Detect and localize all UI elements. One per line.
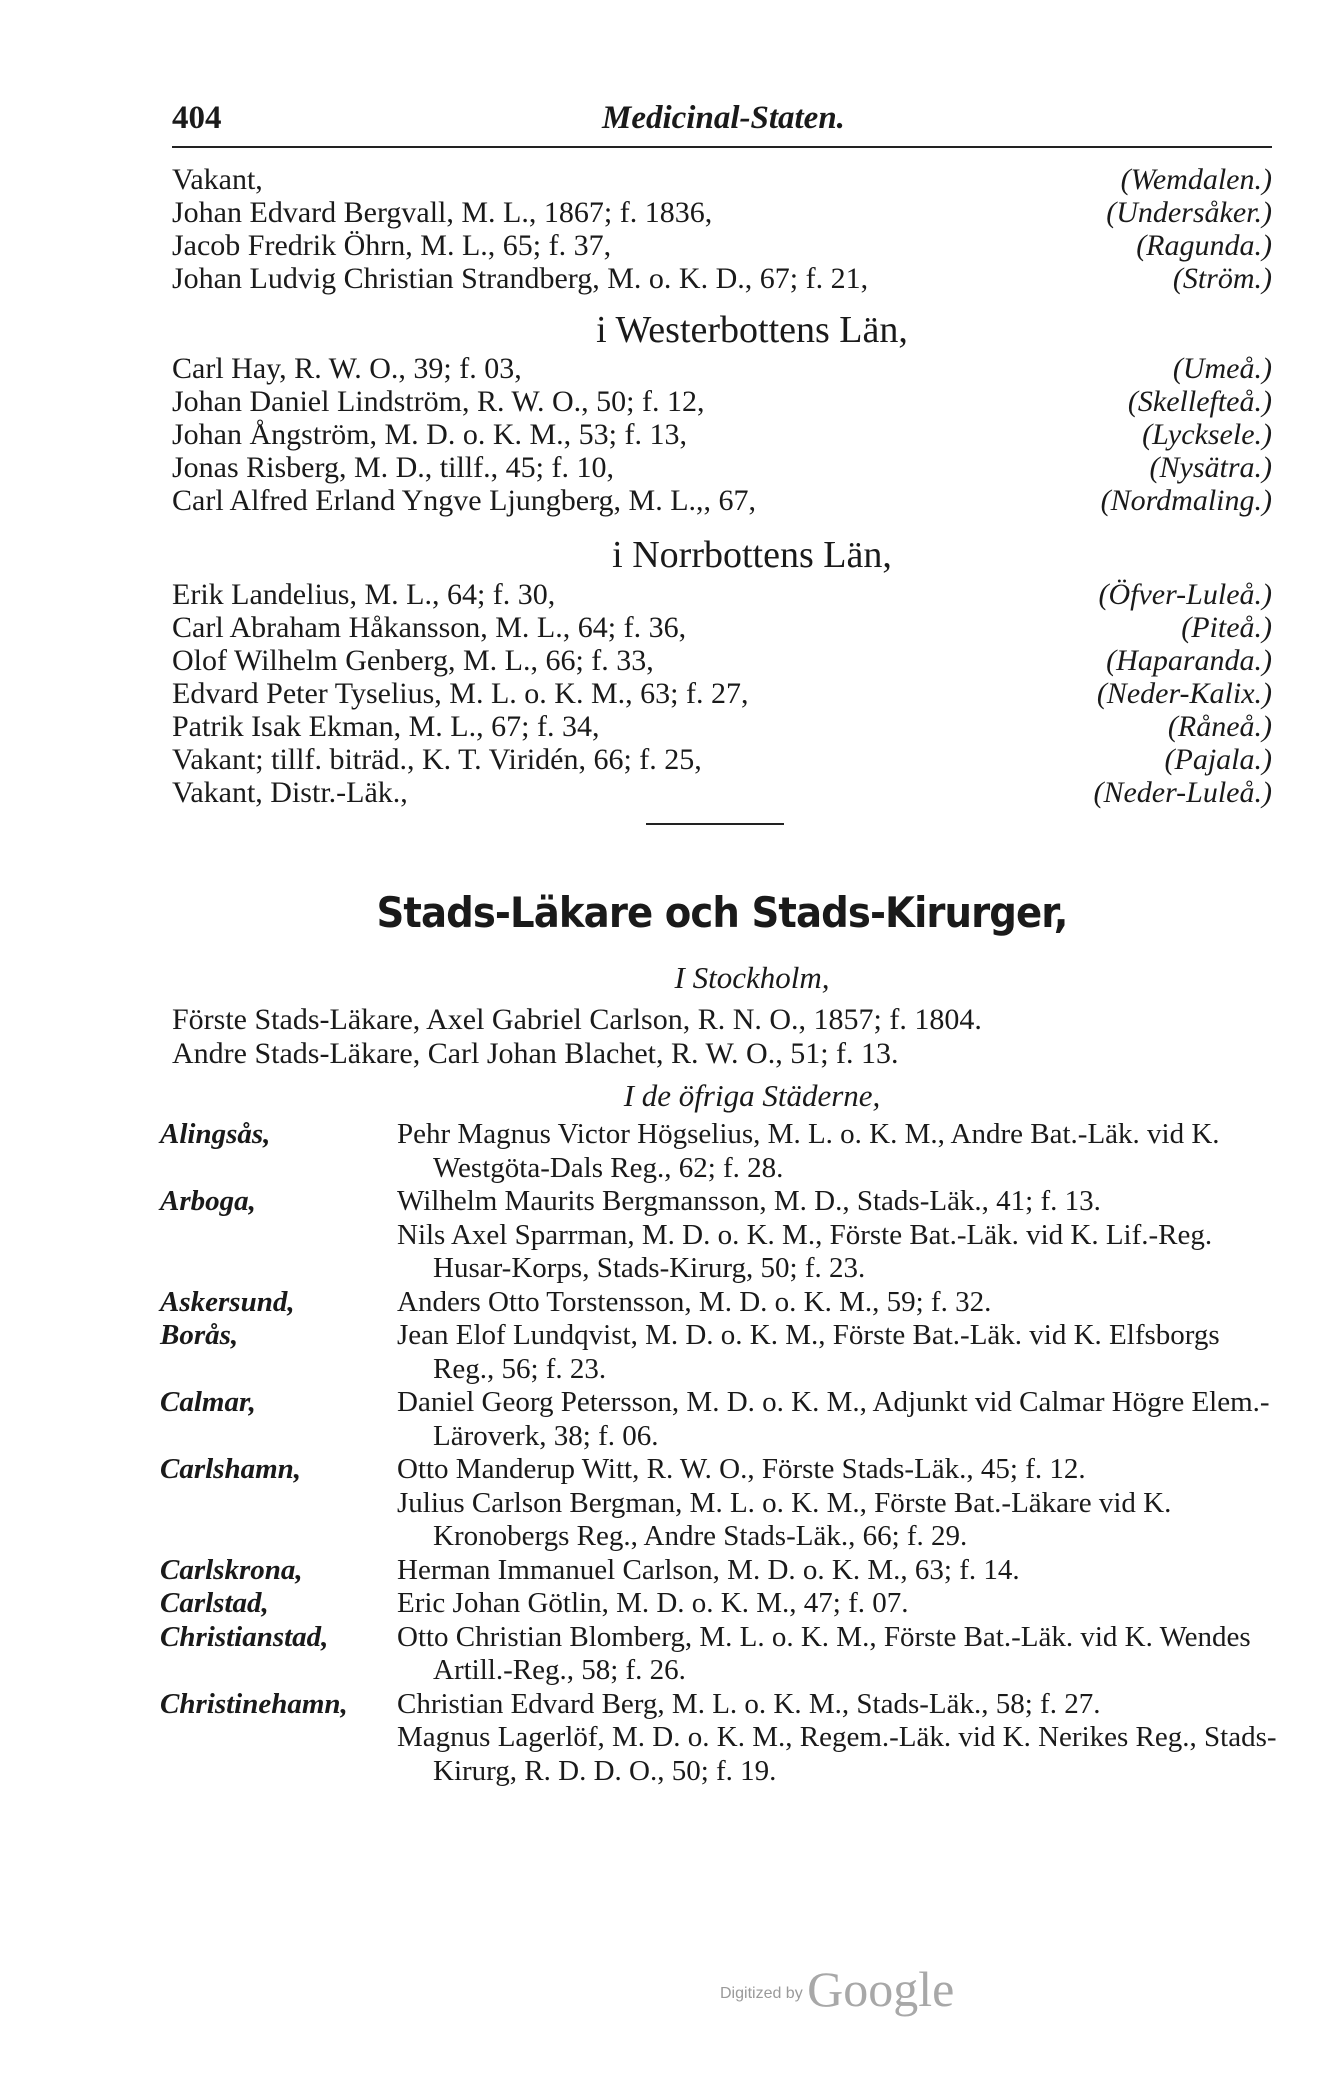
entry-name: Olof Wilhelm Genberg, M. L., 66; f. 33, [172, 644, 654, 677]
entry-place: (Haparanda.) [1106, 644, 1272, 677]
entry-place: (Råneå.) [1167, 710, 1272, 743]
town-name: Askersund, [160, 1285, 295, 1318]
town-entry [160, 1118, 1280, 1185]
town-entry [160, 1621, 1280, 1688]
town-entry [160, 1688, 1280, 1722]
town-text: Magnus Lagerlöf, M. D. o. K. M., Regem.-Läk. vid K. Nerikes Reg., Stads-Kirurg, R. D. D. O., 50; f. 19. [397, 1721, 1277, 1787]
town-name: Christinehamn, [160, 1687, 348, 1720]
entry-place: (Piteå.) [1181, 611, 1272, 644]
town-text: Nils Axel Sparrman, M. D. o. K. M., Förste Bat.-Läk. vid K. Lif.-Reg. Husar-Korps, Stads-Kirurg, 50; f. 23. [397, 1218, 1213, 1284]
town-text: Eric Johan Götlin, M. D. o. K. M., 47; f. 07. [397, 1587, 909, 1619]
entry-name: Jacob Fredrik Öhrn, M. L., 65; f. 37, [172, 229, 612, 262]
digitized-watermark [720, 1960, 954, 2018]
town-text: Daniel Georg Petersson, M. D. o. K. M., Adjunkt vid Calmar Högre Elem.-Läroverk, 38; f. 06. [397, 1386, 1270, 1452]
stockholm-line: Andre Stads-Läkare, Carl Johan Blachet, R. W. O., 51; f. 13. [172, 1037, 899, 1070]
list-item [172, 163, 1272, 196]
town-entry [160, 1487, 1280, 1554]
town-text: Otto Christian Blomberg, M. L. o. K. M., Förste Bat.-Läk. vid K. Wendes Artill.-Reg., 58; f. 26. [397, 1620, 1251, 1686]
entry-name: Carl Abraham Håkansson, M. L., 64; f. 36, [172, 611, 687, 644]
entry-name: Vakant; tillf. biträd., K. T. Viridén, 66; f. 25, [172, 743, 702, 776]
town-entry [160, 1721, 1280, 1788]
entry-name: Vakant, [172, 163, 263, 196]
list-item [172, 385, 1272, 418]
town-text: Pehr Magnus Victor Högselius, M. L. o. K. M., Andre Bat.-Läk. vid K. Westgöta-Dals Reg., 62; f. 28. [397, 1118, 1220, 1184]
page-number: 404 [172, 100, 222, 136]
running-title: Medicinal-Staten. [602, 100, 845, 136]
entry-place: (Lycksele.) [1142, 418, 1272, 451]
digitized-label: Digitized by [720, 1985, 803, 2002]
list-item [172, 677, 1272, 710]
section-heading-norrbotten: i Norrbottens Län, [612, 534, 892, 576]
entry-place: (Neder-Luleå.) [1093, 776, 1272, 809]
list-item [172, 644, 1272, 677]
entry-place: (Nordmaling.) [1100, 484, 1272, 517]
section-title: Stads-Läkare och Stads-Kirurger, [376, 888, 1068, 937]
entry-name: Johan Daniel Lindström, R. W. O., 50; f. 12, [172, 385, 705, 418]
town-entry [160, 1286, 1280, 1320]
entry-name: Patrik Isak Ekman, M. L., 67; f. 34, [172, 710, 600, 743]
section-heading-westerbotten: i Westerbottens Län, [596, 309, 908, 351]
entry-name: Vakant, Distr.-Läk., [172, 776, 408, 809]
town-text: Herman Immanuel Carlson, M. D. o. K. M., 63; f. 14. [397, 1553, 1020, 1586]
list-item [172, 776, 1272, 809]
town-name: Borås, [160, 1319, 239, 1351]
stockholm-line: Förste Stads-Läkare, Axel Gabriel Carlson, R. N. O., 1857; f. 1804. [172, 1003, 982, 1036]
google-logo: Google [807, 1961, 955, 2017]
list-item [172, 710, 1272, 743]
list-item [172, 611, 1272, 644]
entry-name: Johan Ångström, M. D. o. K. M., 53; f. 13, [172, 418, 687, 451]
town-entry [160, 1319, 1280, 1386]
town-name: Alingsås, [160, 1118, 271, 1150]
entry-name: Johan Ludvig Christian Strandberg, M. o. K. D., 67; f. 21, [172, 262, 869, 295]
town-entry [160, 1453, 1280, 1487]
page-header [172, 100, 1272, 148]
entry-place: (Ström.) [1172, 262, 1272, 295]
town-entry [160, 1386, 1280, 1453]
entry-place: (Wemdalen.) [1120, 163, 1272, 196]
town-list [160, 1118, 1280, 1788]
list-item [172, 451, 1272, 484]
entry-place: (Nysätra.) [1149, 451, 1272, 484]
town-name: Christianstad, [160, 1620, 329, 1653]
town-text: Julius Carlson Bergman, M. L. o. K. M., Förste Bat.-Läkare vid K. Kronobergs Reg., Andre Stads-Läk., 66; f. 29. [397, 1486, 1172, 1552]
town-text: Jean Elof Lundqvist, M. D. o. K. M., Förste Bat.-Läk. vid K. Elfsborgs Reg., 56; f. 23. [397, 1319, 1220, 1385]
town-name: Carlskrona, [160, 1553, 303, 1586]
entry-name: Edvard Peter Tyselius, M. L. o. K. M., 63; f. 27, [172, 677, 749, 710]
town-text: Otto Manderup Witt, R. W. O., Förste Stads-Läk., 45; f. 12. [397, 1453, 1086, 1485]
entry-place: (Umeå.) [1172, 352, 1272, 385]
westerbotten-entries [172, 352, 1272, 517]
town-entry [160, 1587, 1280, 1621]
section-divider [646, 823, 784, 825]
town-text: Anders Otto Torstensson, M. D. o. K. M., 59; f. 32. [397, 1285, 992, 1318]
entry-place: (Ragunda.) [1136, 229, 1272, 262]
town-name: Carlstad, [160, 1587, 269, 1619]
list-item [172, 262, 1272, 295]
list-item [172, 578, 1272, 611]
town-text: Christian Edvard Berg, M. L. o. K. M., Stads-Läk., 58; f. 27. [397, 1687, 1101, 1720]
town-entry [160, 1554, 1280, 1588]
town-entry [160, 1219, 1280, 1286]
ofriga-heading: I de öfriga Städerne, [623, 1078, 881, 1113]
entry-place: (Skellefteå.) [1127, 385, 1272, 418]
entry-name: Johan Edvard Bergvall, M. L., 1867; f. 1836, [172, 196, 713, 229]
town-text: Wilhelm Maurits Bergmansson, M. D., Stads-Läk., 41; f. 13. [397, 1185, 1101, 1217]
list-item [172, 196, 1272, 229]
entry-name: Jonas Risberg, M. D., tillf., 45; f. 10, [172, 451, 614, 484]
list-item [172, 352, 1272, 385]
town-name: Carlshamn, [160, 1453, 302, 1485]
entry-place: (Undersåker.) [1106, 196, 1272, 229]
town-entry [160, 1185, 1280, 1219]
entry-name: Carl Hay, R. W. O., 39; f. 03, [172, 352, 522, 385]
town-name: Calmar, [160, 1386, 256, 1418]
list-item [172, 484, 1272, 517]
entry-place: (Pajala.) [1164, 743, 1272, 776]
entry-place: (Öfver-Luleå.) [1098, 578, 1272, 611]
entry-name: Carl Alfred Erland Yngve Ljungberg, M. L.,, 67, [172, 484, 757, 517]
stockholm-heading: I Stockholm, [674, 960, 830, 995]
list-item [172, 743, 1272, 776]
top-entries [172, 163, 1272, 295]
list-item [172, 418, 1272, 451]
norrbotten-entries [172, 578, 1272, 809]
entry-place: (Neder-Kalix.) [1096, 677, 1272, 710]
entry-name: Erik Landelius, M. L., 64; f. 30, [172, 578, 556, 611]
list-item [172, 229, 1272, 262]
town-name: Arboga, [160, 1185, 256, 1217]
